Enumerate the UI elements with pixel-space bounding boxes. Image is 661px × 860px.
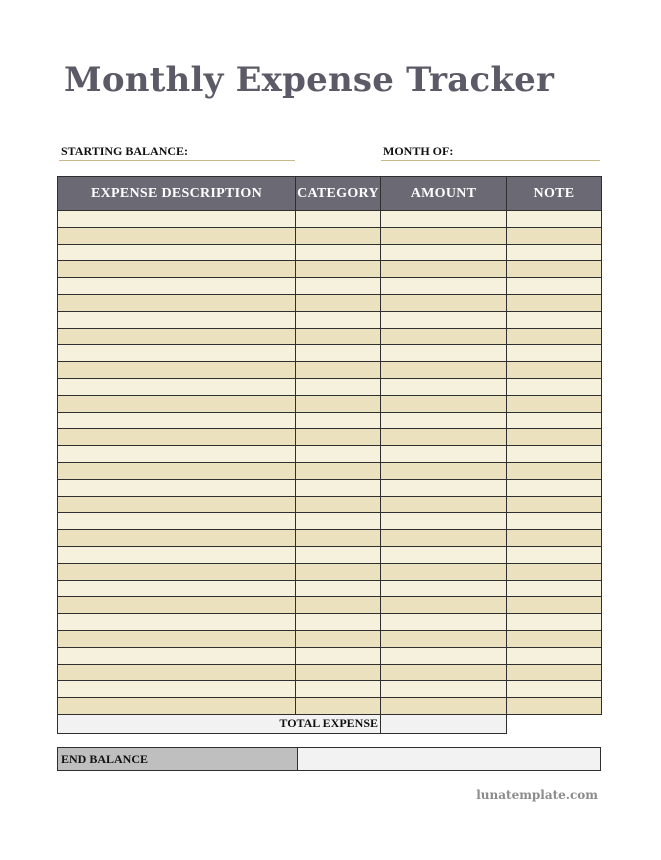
note-cell[interactable] (507, 479, 602, 496)
amount-cell[interactable] (381, 378, 507, 395)
header-amount: AMOUNT (381, 177, 507, 211)
category-cell[interactable] (296, 412, 381, 429)
note-cell[interactable] (507, 328, 602, 345)
month-of-label: MONTH OF: (383, 144, 454, 158)
amount-cell[interactable] (381, 345, 507, 362)
table-row (58, 698, 602, 715)
description-cell[interactable] (58, 345, 296, 362)
note-cell[interactable] (507, 244, 602, 261)
note-cell[interactable] (507, 546, 602, 563)
category-cell[interactable] (296, 211, 381, 228)
amount-cell[interactable] (381, 630, 507, 647)
category-cell[interactable] (296, 597, 381, 614)
table-row (58, 664, 602, 681)
description-cell[interactable] (58, 294, 296, 311)
amount-cell[interactable] (381, 311, 507, 328)
description-cell[interactable] (58, 462, 296, 479)
category-cell[interactable] (296, 378, 381, 395)
description-cell[interactable] (58, 630, 296, 647)
table-row (58, 261, 602, 278)
table-row (58, 546, 602, 563)
description-cell[interactable] (58, 496, 296, 513)
description-cell[interactable] (58, 647, 296, 664)
total-expense-spacer (507, 714, 602, 733)
end-balance-row (57, 747, 601, 771)
description-cell[interactable] (58, 597, 296, 614)
amount-cell[interactable] (381, 563, 507, 580)
table-row (58, 597, 602, 614)
category-cell[interactable] (296, 278, 381, 295)
amount-cell[interactable] (381, 211, 507, 228)
table-row (58, 496, 602, 513)
note-cell[interactable] (507, 278, 602, 295)
amount-cell[interactable] (381, 614, 507, 631)
description-cell[interactable] (58, 563, 296, 580)
table-row (58, 395, 602, 412)
category-cell[interactable] (296, 630, 381, 647)
note-cell[interactable] (507, 513, 602, 530)
starting-balance-label: STARTING BALANCE: (61, 144, 189, 158)
amount-cell[interactable] (381, 362, 507, 379)
description-cell[interactable] (58, 513, 296, 530)
amount-cell[interactable] (381, 681, 507, 698)
table-row (58, 412, 602, 429)
note-cell[interactable] (507, 378, 602, 395)
note-cell[interactable] (507, 462, 602, 479)
category-cell[interactable] (296, 614, 381, 631)
amount-cell[interactable] (381, 244, 507, 261)
note-cell[interactable] (507, 429, 602, 446)
table-row (58, 647, 602, 664)
description-cell[interactable] (58, 311, 296, 328)
note-cell[interactable] (507, 211, 602, 228)
expense-table (57, 176, 602, 734)
note-cell[interactable] (507, 496, 602, 513)
amount-cell[interactable] (381, 227, 507, 244)
table-row (58, 328, 602, 345)
end-balance-value-cell[interactable] (298, 748, 600, 770)
amount-cell[interactable] (381, 395, 507, 412)
table-row (58, 378, 602, 395)
description-cell[interactable] (58, 378, 296, 395)
table-row (58, 630, 602, 647)
note-cell[interactable] (507, 630, 602, 647)
note-cell[interactable] (507, 395, 602, 412)
category-cell[interactable] (296, 261, 381, 278)
category-cell[interactable] (296, 681, 381, 698)
total-expense-amount-cell[interactable] (381, 714, 507, 733)
table-row (58, 244, 602, 261)
description-cell[interactable] (58, 362, 296, 379)
category-cell[interactable] (296, 664, 381, 681)
category-cell[interactable] (296, 446, 381, 463)
amount-cell[interactable] (381, 597, 507, 614)
category-cell[interactable] (296, 580, 381, 597)
description-cell[interactable] (58, 278, 296, 295)
amount-cell[interactable] (381, 429, 507, 446)
category-cell[interactable] (296, 345, 381, 362)
category-cell[interactable] (296, 546, 381, 563)
note-cell[interactable] (507, 614, 602, 631)
note-cell[interactable] (507, 294, 602, 311)
description-cell[interactable] (58, 211, 296, 228)
note-cell[interactable] (507, 580, 602, 597)
amount-cell[interactable] (381, 479, 507, 496)
table-row (58, 227, 602, 244)
total-expense-row (58, 714, 602, 733)
table-row (58, 211, 602, 228)
amount-cell[interactable] (381, 698, 507, 715)
note-cell[interactable] (507, 311, 602, 328)
note-cell[interactable] (507, 446, 602, 463)
category-cell[interactable] (296, 227, 381, 244)
category-cell[interactable] (296, 429, 381, 446)
category-cell[interactable] (296, 530, 381, 547)
table-row (58, 563, 602, 580)
month-of-field[interactable] (381, 144, 600, 161)
category-cell[interactable] (296, 462, 381, 479)
category-cell[interactable] (296, 362, 381, 379)
description-cell[interactable] (58, 580, 296, 597)
header-note: NOTE (507, 177, 602, 211)
amount-cell[interactable] (381, 446, 507, 463)
note-cell[interactable] (507, 597, 602, 614)
category-cell[interactable] (296, 479, 381, 496)
table-row (58, 345, 602, 362)
category-cell[interactable] (296, 328, 381, 345)
amount-cell[interactable] (381, 294, 507, 311)
description-cell[interactable] (58, 446, 296, 463)
table-header-row (58, 177, 602, 211)
end-balance-label: END BALANCE (58, 748, 298, 770)
table-row (58, 311, 602, 328)
table-row (58, 479, 602, 496)
table-row (58, 462, 602, 479)
expense-rows (58, 211, 602, 715)
note-cell[interactable] (507, 647, 602, 664)
table-row (58, 362, 602, 379)
amount-cell[interactable] (381, 546, 507, 563)
category-cell[interactable] (296, 311, 381, 328)
note-cell[interactable] (507, 227, 602, 244)
category-cell[interactable] (296, 294, 381, 311)
table-row (58, 530, 602, 547)
category-cell[interactable] (296, 496, 381, 513)
amount-cell[interactable] (381, 412, 507, 429)
brand-watermark: lunatemplate.com (476, 788, 598, 802)
description-cell[interactable] (58, 479, 296, 496)
description-cell[interactable] (58, 395, 296, 412)
note-cell[interactable] (507, 362, 602, 379)
description-cell[interactable] (58, 681, 296, 698)
table-row (58, 429, 602, 446)
starting-balance-field[interactable] (59, 144, 295, 161)
table-row (58, 294, 602, 311)
description-cell[interactable] (58, 261, 296, 278)
description-cell[interactable] (58, 227, 296, 244)
description-cell[interactable] (58, 530, 296, 547)
category-cell[interactable] (296, 563, 381, 580)
table-row (58, 278, 602, 295)
amount-cell[interactable] (381, 513, 507, 530)
amount-cell[interactable] (381, 278, 507, 295)
category-cell[interactable] (296, 513, 381, 530)
note-cell[interactable] (507, 698, 602, 715)
amount-cell[interactable] (381, 530, 507, 547)
amount-cell[interactable] (381, 462, 507, 479)
note-cell[interactable] (507, 563, 602, 580)
category-cell[interactable] (296, 244, 381, 261)
category-cell[interactable] (296, 698, 381, 715)
note-cell[interactable] (507, 681, 602, 698)
note-cell[interactable] (507, 530, 602, 547)
page-title: Monthly Expense Tracker (64, 60, 555, 100)
amount-cell[interactable] (381, 647, 507, 664)
table-row (58, 513, 602, 530)
description-cell[interactable] (58, 698, 296, 715)
table-row (58, 446, 602, 463)
note-cell[interactable] (507, 261, 602, 278)
description-cell[interactable] (58, 328, 296, 345)
header-expense-description: EXPENSE DESCRIPTION (58, 177, 296, 211)
category-cell[interactable] (296, 647, 381, 664)
category-cell[interactable] (296, 395, 381, 412)
amount-cell[interactable] (381, 496, 507, 513)
table-row (58, 580, 602, 597)
table-row (58, 614, 602, 631)
description-cell[interactable] (58, 614, 296, 631)
description-cell[interactable] (58, 546, 296, 563)
description-cell[interactable] (58, 244, 296, 261)
amount-cell[interactable] (381, 328, 507, 345)
table-row (58, 681, 602, 698)
amount-cell[interactable] (381, 580, 507, 597)
description-cell[interactable] (58, 429, 296, 446)
header-category: CATEGORY (296, 177, 381, 211)
description-cell[interactable] (58, 412, 296, 429)
amount-cell[interactable] (381, 664, 507, 681)
note-cell[interactable] (507, 664, 602, 681)
amount-cell[interactable] (381, 261, 507, 278)
total-expense-label: TOTAL EXPENSE (58, 714, 381, 733)
note-cell[interactable] (507, 412, 602, 429)
description-cell[interactable] (58, 664, 296, 681)
note-cell[interactable] (507, 345, 602, 362)
